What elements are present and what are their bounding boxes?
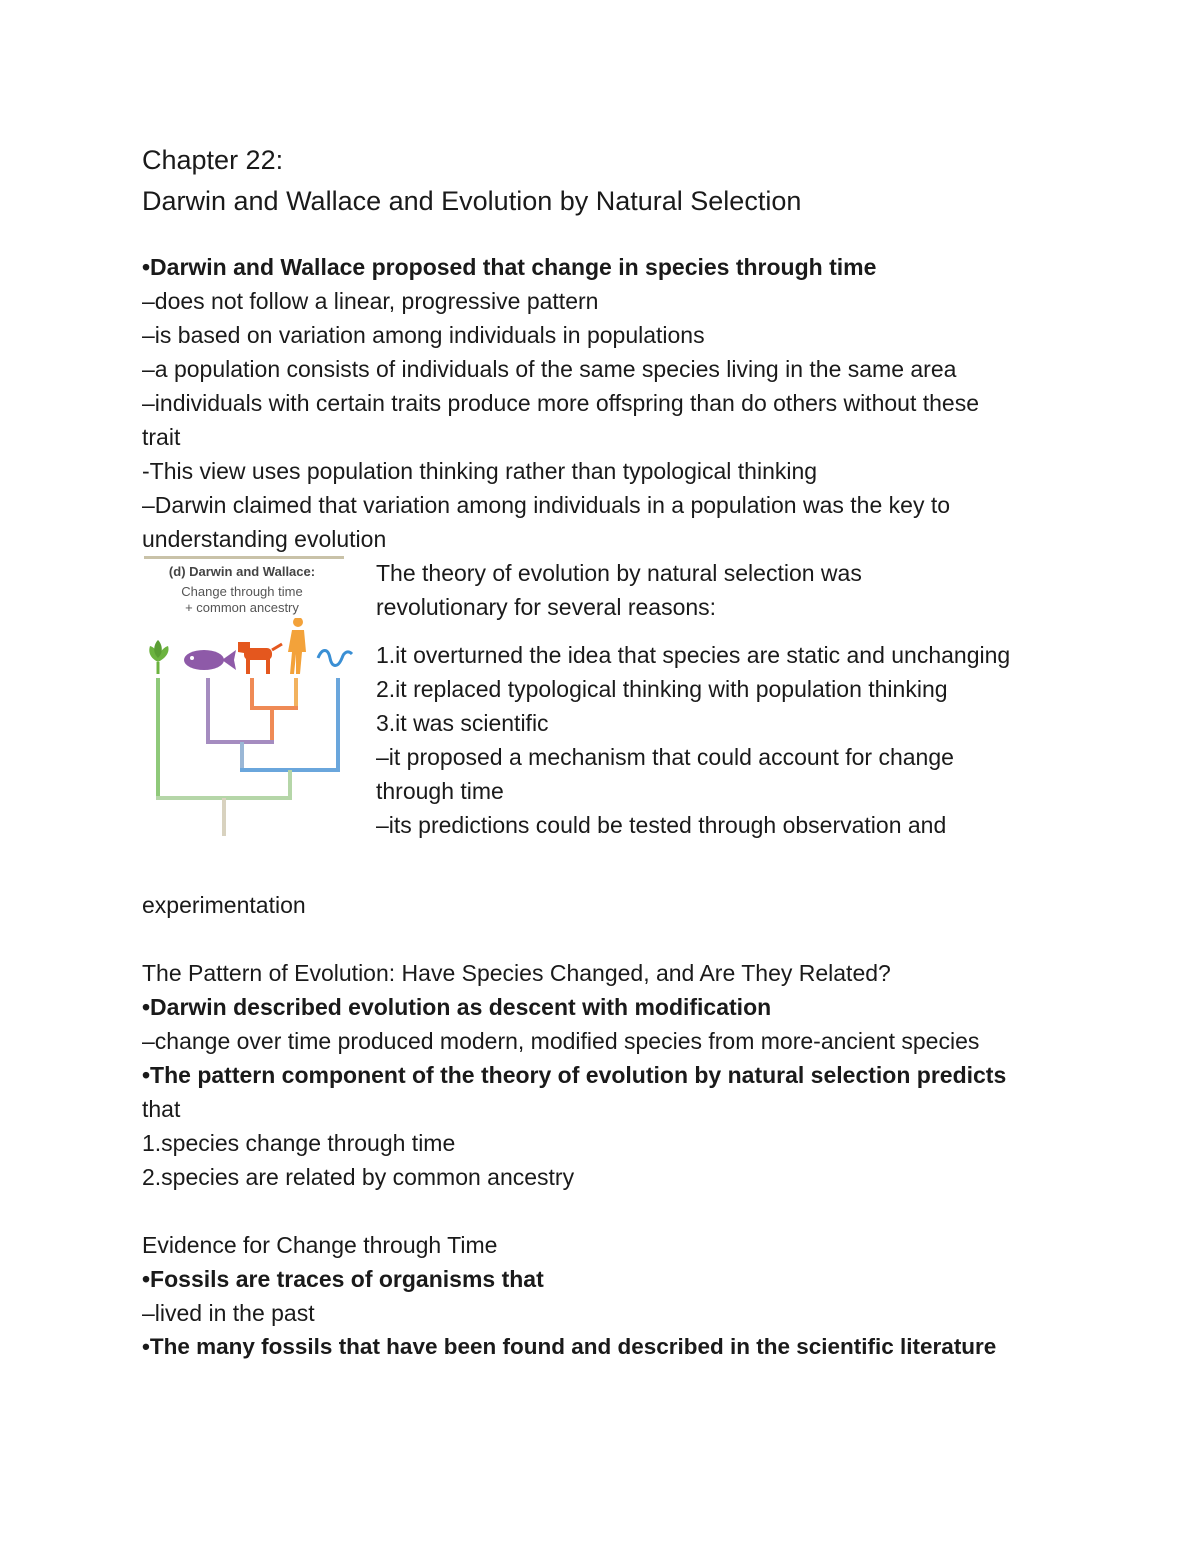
figure-rule	[144, 556, 344, 559]
reason-item: 1.it overturned the idea that species are static and unchanging	[376, 642, 1011, 668]
section4-bullet: •The many fossils that have been found and described in the scientific literature	[142, 1334, 997, 1359]
section3-heading: The Pattern of Evolution: Have Species Changed, and Are They Related?	[142, 960, 891, 986]
dog-icon	[238, 642, 282, 674]
reason-item: 3.it was scientific	[376, 710, 549, 736]
fish-icon	[184, 650, 236, 670]
section1-line: –Darwin claimed that variation among individuals in a population was the key to understanding evolution	[142, 492, 951, 552]
section1-bullet: •Darwin and Wallace proposed that change in species through time	[142, 254, 877, 280]
figure-subtitle: Change through time	[181, 584, 303, 599]
plant-icon	[149, 640, 168, 674]
section1-line: –is based on variation among individuals in populations	[142, 322, 705, 348]
section3-list-item: 2.species are related by common ancestry	[142, 1164, 575, 1190]
section1-line: –individuals with certain traits produce more offspring than do others without these trait	[142, 390, 979, 450]
section4-line: –lived in the past	[142, 1300, 315, 1326]
reason-subitem: –its predictions could be tested through observation and	[376, 812, 947, 838]
worm-icon	[318, 651, 352, 666]
section3-bullet-continuation: that	[142, 1096, 181, 1122]
phylogeny-figure	[142, 556, 362, 846]
figure-side-text	[376, 556, 1066, 842]
chapter-label: Chapter 22:	[142, 145, 284, 175]
section1-line: –a population consists of individuals of the same species living in the same area	[142, 356, 957, 382]
figure-subtitle: + common ancestry	[185, 600, 299, 615]
phylogeny-tree-diagram	[142, 618, 362, 838]
human-icon	[288, 618, 306, 674]
document-title: Darwin and Wallace and Evolution by Natural Selection	[142, 186, 802, 216]
section4-heading: Evidence for Change through Time	[142, 1232, 498, 1258]
tree-branches	[156, 678, 340, 836]
reasons-intro: revolutionary for several reasons:	[376, 594, 717, 620]
section1-line: -This view uses population thinking rather than typological thinking	[142, 458, 818, 484]
section1-line: –does not follow a linear, progressive pattern	[142, 288, 599, 314]
figure-row	[142, 556, 1062, 888]
figure-title: (d) Darwin and Wallace:	[168, 564, 316, 579]
reason-item: 2.it replaced typological thinking with population thinking	[376, 676, 948, 702]
section3-line: –change over time produced modern, modified species from more-ancient species	[142, 1028, 980, 1054]
reason-subitem: –it proposed a mechanism that could account for change through time	[376, 744, 954, 804]
section3-bullet: •The pattern component of the theory of evolution by natural selection predicts	[142, 1062, 1007, 1088]
section4-bullet: •Fossils are traces of organisms that	[142, 1266, 544, 1292]
document-page	[142, 140, 1062, 1364]
section3-list-item: 1.species change through time	[142, 1130, 456, 1156]
reasons-intro: The theory of evolution by natural selection was	[376, 560, 862, 586]
reasons-continuation: experimentation	[142, 892, 306, 918]
section3-bullet: •Darwin described evolution as descent with modification	[142, 994, 772, 1020]
